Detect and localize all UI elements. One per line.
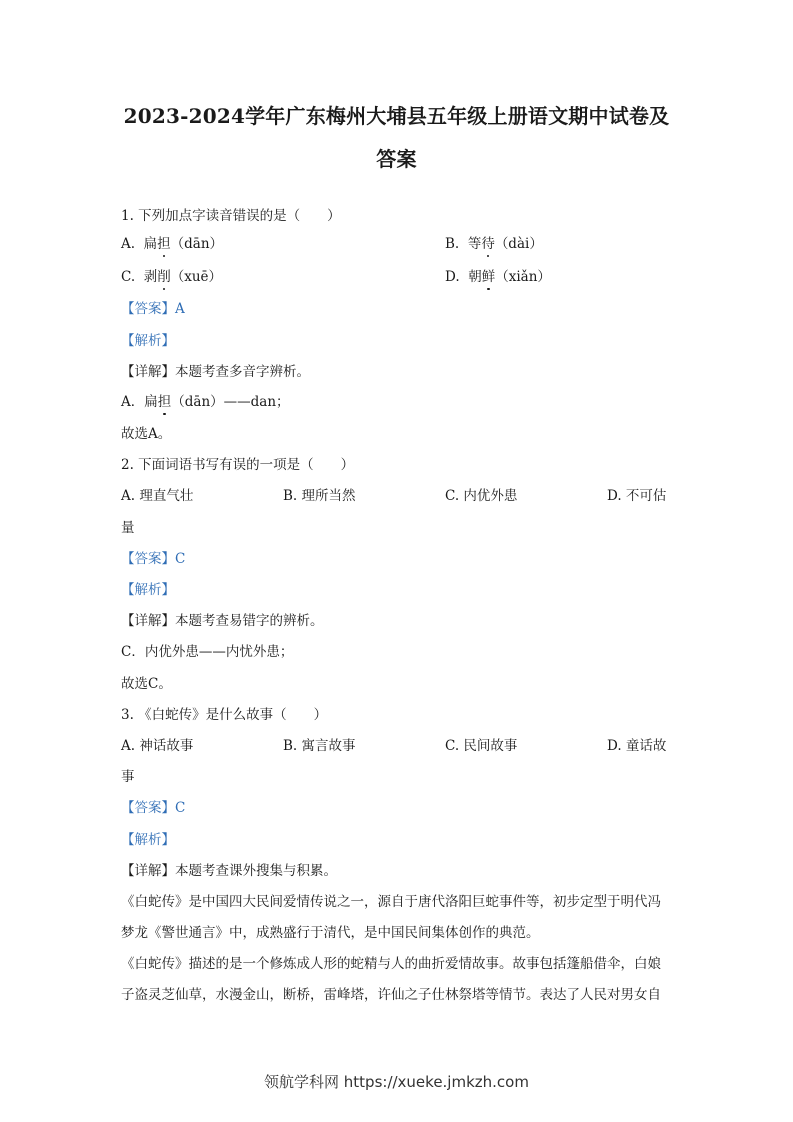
q3-option-d: D. 童话故 [607,738,667,754]
q2-option-b: B. 理所当然 [283,488,356,504]
q2-option-d: D. 不可估 [607,488,667,504]
q3-analysis-heading: 【解析】 [121,832,175,848]
q1-option-d [445,269,551,285]
q1-option-a [121,236,223,252]
q1-detail: 【详解】本题考查多音字辨析。 [121,364,310,380]
q2-detail: 【详解】本题考查易错字的辨析。 [121,613,324,629]
option-pinyin: （xuē） [170,269,223,285]
option-text: 剥 [143,269,158,285]
option-text: 朝 [468,269,482,285]
dotted-character: 削 [157,269,171,285]
q1-explanation [121,394,290,410]
explanation-text: （dān）——dan； [171,394,290,410]
dotted-character: 鲜 [481,269,496,285]
q3-paragraph-1-line-2: 梦龙《警世通言》中，成熟盛行于清代，是中国民间集体创作的典范。 [121,925,540,941]
q2-stem: 2. 下面词语书写有误的一项是（ ） [121,457,355,473]
dotted-character: 担 [157,236,171,252]
q2-option-a: A. 理直气壮 [121,488,194,504]
q3-paragraph-2-line-2: 子盗灵芝仙草，水漫金山，断桥，雷峰塔，许仙之子仕林祭塔等情节。表达了人民对男女自 [121,987,661,1003]
explanation-text: A．扁 [121,394,158,410]
q1-analysis-heading: 【解析】 [121,333,175,349]
option-label: C. [121,269,136,285]
q1-answer: 【答案】A [121,301,185,317]
q3-paragraph-1-line-1: 《白蛇传》是中国四大民间爱情传说之一，源自于唐代洛阳巨蛇事件等，初步定型于明代冯 [121,894,661,910]
dotted-character: 担 [157,394,172,410]
dotted-character: 待 [481,236,495,252]
q3-paragraph-2-line-1: 《白蛇传》描述的是一个修炼成人形的蛇精与人的曲折爱情故事。故事包括篷船借伞，白娘 [121,956,661,972]
q3-option-a: A. 神话故事 [121,738,194,754]
q2-option-c: C. 内优外患 [445,488,518,504]
q3-option-c: C. 民间故事 [445,738,518,754]
q3-answer: 【答案】C [121,800,186,816]
q1-option-c [121,269,222,285]
q3-option-d-wrap: 事 [121,769,135,785]
page-footer: 领航学科网 https://xueke.jmkzh.com [264,1073,529,1091]
document-title-line-1: 2023-2024学年广东梅州大埔县五年级上册语文期中试卷及 [123,104,670,128]
q2-analysis-heading: 【解析】 [121,582,175,598]
document-title-line-2: 答案 [376,147,417,171]
option-text: 等 [467,236,482,252]
q3-stem: 3. 《白蛇传》是什么故事（ ） [121,707,328,723]
q1-choose: 故选A。 [121,426,172,442]
q3-option-b: B. 寓言故事 [283,738,356,754]
option-label: A. [121,236,136,252]
option-pinyin: （xiǎn） [495,269,551,285]
q2-option-d-wrap: 量 [121,520,135,536]
option-pinyin: （dài） [494,236,543,252]
q2-answer: 【答案】C [121,551,186,567]
option-text: 扁 [143,236,158,252]
q2-choose: 故选C。 [121,676,172,692]
q2-explanation: C．内优外患——内忧外患； [121,644,294,660]
option-label: B. [445,236,460,252]
option-label: D. [445,269,460,285]
q1-stem: 1. 下列加点字读音错误的是（ ） [121,208,341,224]
q1-option-b [445,236,543,252]
q3-detail: 【详解】本题考查课外搜集与积累。 [121,863,337,879]
option-pinyin: （dān） [170,236,224,252]
